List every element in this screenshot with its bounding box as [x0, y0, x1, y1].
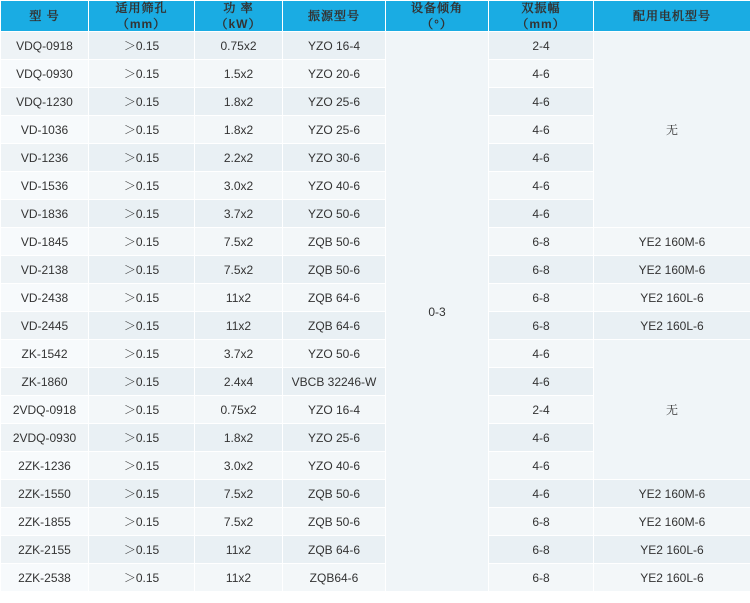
table-row	[1, 228, 750, 256]
table-row	[1, 564, 750, 592]
header-row	[1, 1, 750, 32]
cell-model: ZK-1542	[1, 340, 89, 368]
cell-power: 3.0x2	[195, 172, 283, 200]
cell-double-amplitude: 4-6	[489, 424, 594, 452]
header-aperture-unit: （mm）	[116, 17, 167, 31]
cell-double-amplitude: 4-6	[489, 116, 594, 144]
header-double-amplitude-unit: （mm）	[516, 17, 566, 31]
cell-model: 2VDQ-0930	[1, 424, 89, 452]
header-motor-model-main: 配用电机型号	[632, 9, 711, 23]
cell-power: 3.7x2	[195, 200, 283, 228]
cell-tilt-angle: 0-3	[386, 32, 489, 592]
cell-model: VD-1236	[1, 144, 89, 172]
cell-double-amplitude: 4-6	[489, 200, 594, 228]
cell-model: VDQ-0918	[1, 32, 89, 60]
cell-vibration-source: YZO 40-6	[283, 172, 386, 200]
cell-power: 1.8x2	[195, 424, 283, 452]
cell-vibration-source: YZO 16-4	[283, 396, 386, 424]
table-row	[1, 312, 750, 340]
cell-aperture: ＞0.15	[89, 480, 195, 508]
cell-double-amplitude: 6-8	[489, 312, 594, 340]
cell-power: 0.75x2	[195, 32, 283, 60]
table-row	[1, 340, 750, 368]
cell-motor-model-none: 无	[594, 32, 750, 228]
cell-aperture: ＞0.15	[89, 452, 195, 480]
cell-power: 11x2	[195, 284, 283, 312]
cell-double-amplitude: 4-6	[489, 172, 594, 200]
cell-vibration-source: YZO 25-6	[283, 424, 386, 452]
header-tilt-angle-main: 设备倾角	[410, 1, 463, 15]
cell-power: 7.5x2	[195, 508, 283, 536]
cell-power: 11x2	[195, 312, 283, 340]
cell-model: VD-1536	[1, 172, 89, 200]
cell-model: VDQ-1230	[1, 88, 89, 116]
cell-aperture: ＞0.15	[89, 508, 195, 536]
cell-power: 11x2	[195, 536, 283, 564]
cell-aperture: ＞0.15	[89, 368, 195, 396]
cell-power: 7.5x2	[195, 480, 283, 508]
cell-vibration-source: ZQB 50-6	[283, 228, 386, 256]
cell-power: 3.7x2	[195, 340, 283, 368]
cell-power: 1.8x2	[195, 116, 283, 144]
cell-power: 1.8x2	[195, 88, 283, 116]
cell-motor-model: YE2 160M-6	[594, 256, 750, 284]
header-tilt-angle	[386, 1, 489, 32]
header-aperture	[89, 1, 195, 32]
cell-vibration-source: ZQB 64-6	[283, 312, 386, 340]
cell-aperture: ＞0.15	[89, 144, 195, 172]
header-model-main: 型 号	[29, 9, 60, 23]
header-power	[195, 1, 283, 32]
cell-double-amplitude: 6-8	[489, 508, 594, 536]
header-model	[1, 1, 89, 32]
table-row	[1, 284, 750, 312]
cell-vibration-source: YZO 40-6	[283, 452, 386, 480]
cell-vibration-source: YZO 30-6	[283, 144, 386, 172]
cell-aperture: ＞0.15	[89, 88, 195, 116]
cell-motor-model: YE2 160L-6	[594, 284, 750, 312]
cell-double-amplitude: 4-6	[489, 60, 594, 88]
table-row	[1, 480, 750, 508]
table-row	[1, 256, 750, 284]
cell-motor-model: YE2 160M-6	[594, 228, 750, 256]
cell-double-amplitude: 4-6	[489, 480, 594, 508]
cell-vibration-source: VBCB 32246-W	[283, 368, 386, 396]
cell-vibration-source: ZQB 50-6	[283, 508, 386, 536]
header-vibration-source	[283, 1, 386, 32]
cell-double-amplitude: 6-8	[489, 228, 594, 256]
cell-aperture: ＞0.15	[89, 564, 195, 592]
cell-motor-model: YE2 160M-6	[594, 508, 750, 536]
table-row	[1, 508, 750, 536]
header-double-amplitude-main: 双振幅	[521, 1, 561, 15]
cell-aperture: ＞0.15	[89, 32, 195, 60]
cell-power: 2.4x4	[195, 368, 283, 396]
cell-aperture: ＞0.15	[89, 424, 195, 452]
table-header	[1, 1, 750, 32]
header-power-main: 功 率	[223, 1, 254, 15]
cell-power: 7.5x2	[195, 228, 283, 256]
cell-motor-model: YE2 160L-6	[594, 536, 750, 564]
cell-power: 0.75x2	[195, 396, 283, 424]
cell-model: VD-1836	[1, 200, 89, 228]
cell-motor-model-none: 无	[594, 340, 750, 480]
cell-model: 2ZK-2538	[1, 564, 89, 592]
cell-aperture: ＞0.15	[89, 256, 195, 284]
cell-model: VD-2138	[1, 256, 89, 284]
cell-model: ZK-1860	[1, 368, 89, 396]
cell-vibration-source: ZQB 50-6	[283, 480, 386, 508]
cell-model: 2ZK-1550	[1, 480, 89, 508]
cell-model: VD-2438	[1, 284, 89, 312]
cell-double-amplitude: 6-8	[489, 256, 594, 284]
cell-model: VD-1845	[1, 228, 89, 256]
cell-vibration-source: YZO 25-6	[283, 116, 386, 144]
cell-vibration-source: ZQB64-6	[283, 564, 386, 592]
cell-aperture: ＞0.15	[89, 172, 195, 200]
cell-power: 7.5x2	[195, 256, 283, 284]
cell-double-amplitude: 6-8	[489, 284, 594, 312]
cell-power: 2.2x2	[195, 144, 283, 172]
cell-vibration-source: YZO 50-6	[283, 200, 386, 228]
cell-double-amplitude: 6-8	[489, 564, 594, 592]
cell-aperture: ＞0.15	[89, 536, 195, 564]
table-row	[1, 536, 750, 564]
cell-power: 3.0x2	[195, 452, 283, 480]
cell-vibration-source: ZQB 64-6	[283, 536, 386, 564]
cell-aperture: ＞0.15	[89, 200, 195, 228]
cell-power: 11x2	[195, 564, 283, 592]
cell-double-amplitude: 4-6	[489, 88, 594, 116]
cell-model: 2ZK-2155	[1, 536, 89, 564]
cell-double-amplitude: 4-6	[489, 340, 594, 368]
cell-model: VD-1036	[1, 116, 89, 144]
cell-double-amplitude: 4-6	[489, 368, 594, 396]
table-body	[1, 32, 750, 592]
header-tilt-angle-unit: （°）	[421, 17, 453, 31]
cell-model: 2VDQ-0918	[1, 396, 89, 424]
header-motor-model	[594, 1, 750, 32]
cell-motor-model: YE2 160L-6	[594, 312, 750, 340]
cell-vibration-source: YZO 16-4	[283, 32, 386, 60]
cell-aperture: ＞0.15	[89, 116, 195, 144]
cell-vibration-source: ZQB 50-6	[283, 256, 386, 284]
cell-aperture: ＞0.15	[89, 396, 195, 424]
cell-model: 2ZK-1855	[1, 508, 89, 536]
cell-vibration-source: YZO 25-6	[283, 88, 386, 116]
cell-vibration-source: ZQB 64-6	[283, 284, 386, 312]
cell-double-amplitude: 4-6	[489, 452, 594, 480]
table-row	[1, 32, 750, 60]
cell-double-amplitude: 6-8	[489, 536, 594, 564]
cell-motor-model: YE2 160L-6	[594, 564, 750, 592]
header-vibration-source-main: 振源型号	[307, 9, 360, 23]
cell-aperture: ＞0.15	[89, 60, 195, 88]
cell-power: 1.5x2	[195, 60, 283, 88]
header-double-amplitude	[489, 1, 594, 32]
cell-aperture: ＞0.15	[89, 284, 195, 312]
cell-motor-model: YE2 160M-6	[594, 480, 750, 508]
header-aperture-main: 适用筛孔	[115, 1, 168, 15]
cell-aperture: ＞0.15	[89, 340, 195, 368]
cell-model: 2ZK-1236	[1, 452, 89, 480]
cell-double-amplitude: 2-4	[489, 32, 594, 60]
cell-aperture: ＞0.15	[89, 228, 195, 256]
cell-aperture: ＞0.15	[89, 312, 195, 340]
header-power-unit: （kW）	[215, 17, 262, 31]
cell-vibration-source: YZO 20-6	[283, 60, 386, 88]
cell-vibration-source: YZO 50-6	[283, 340, 386, 368]
cell-model: VD-2445	[1, 312, 89, 340]
cell-double-amplitude: 2-4	[489, 396, 594, 424]
cell-double-amplitude: 4-6	[489, 144, 594, 172]
cell-model: VDQ-0930	[1, 60, 89, 88]
